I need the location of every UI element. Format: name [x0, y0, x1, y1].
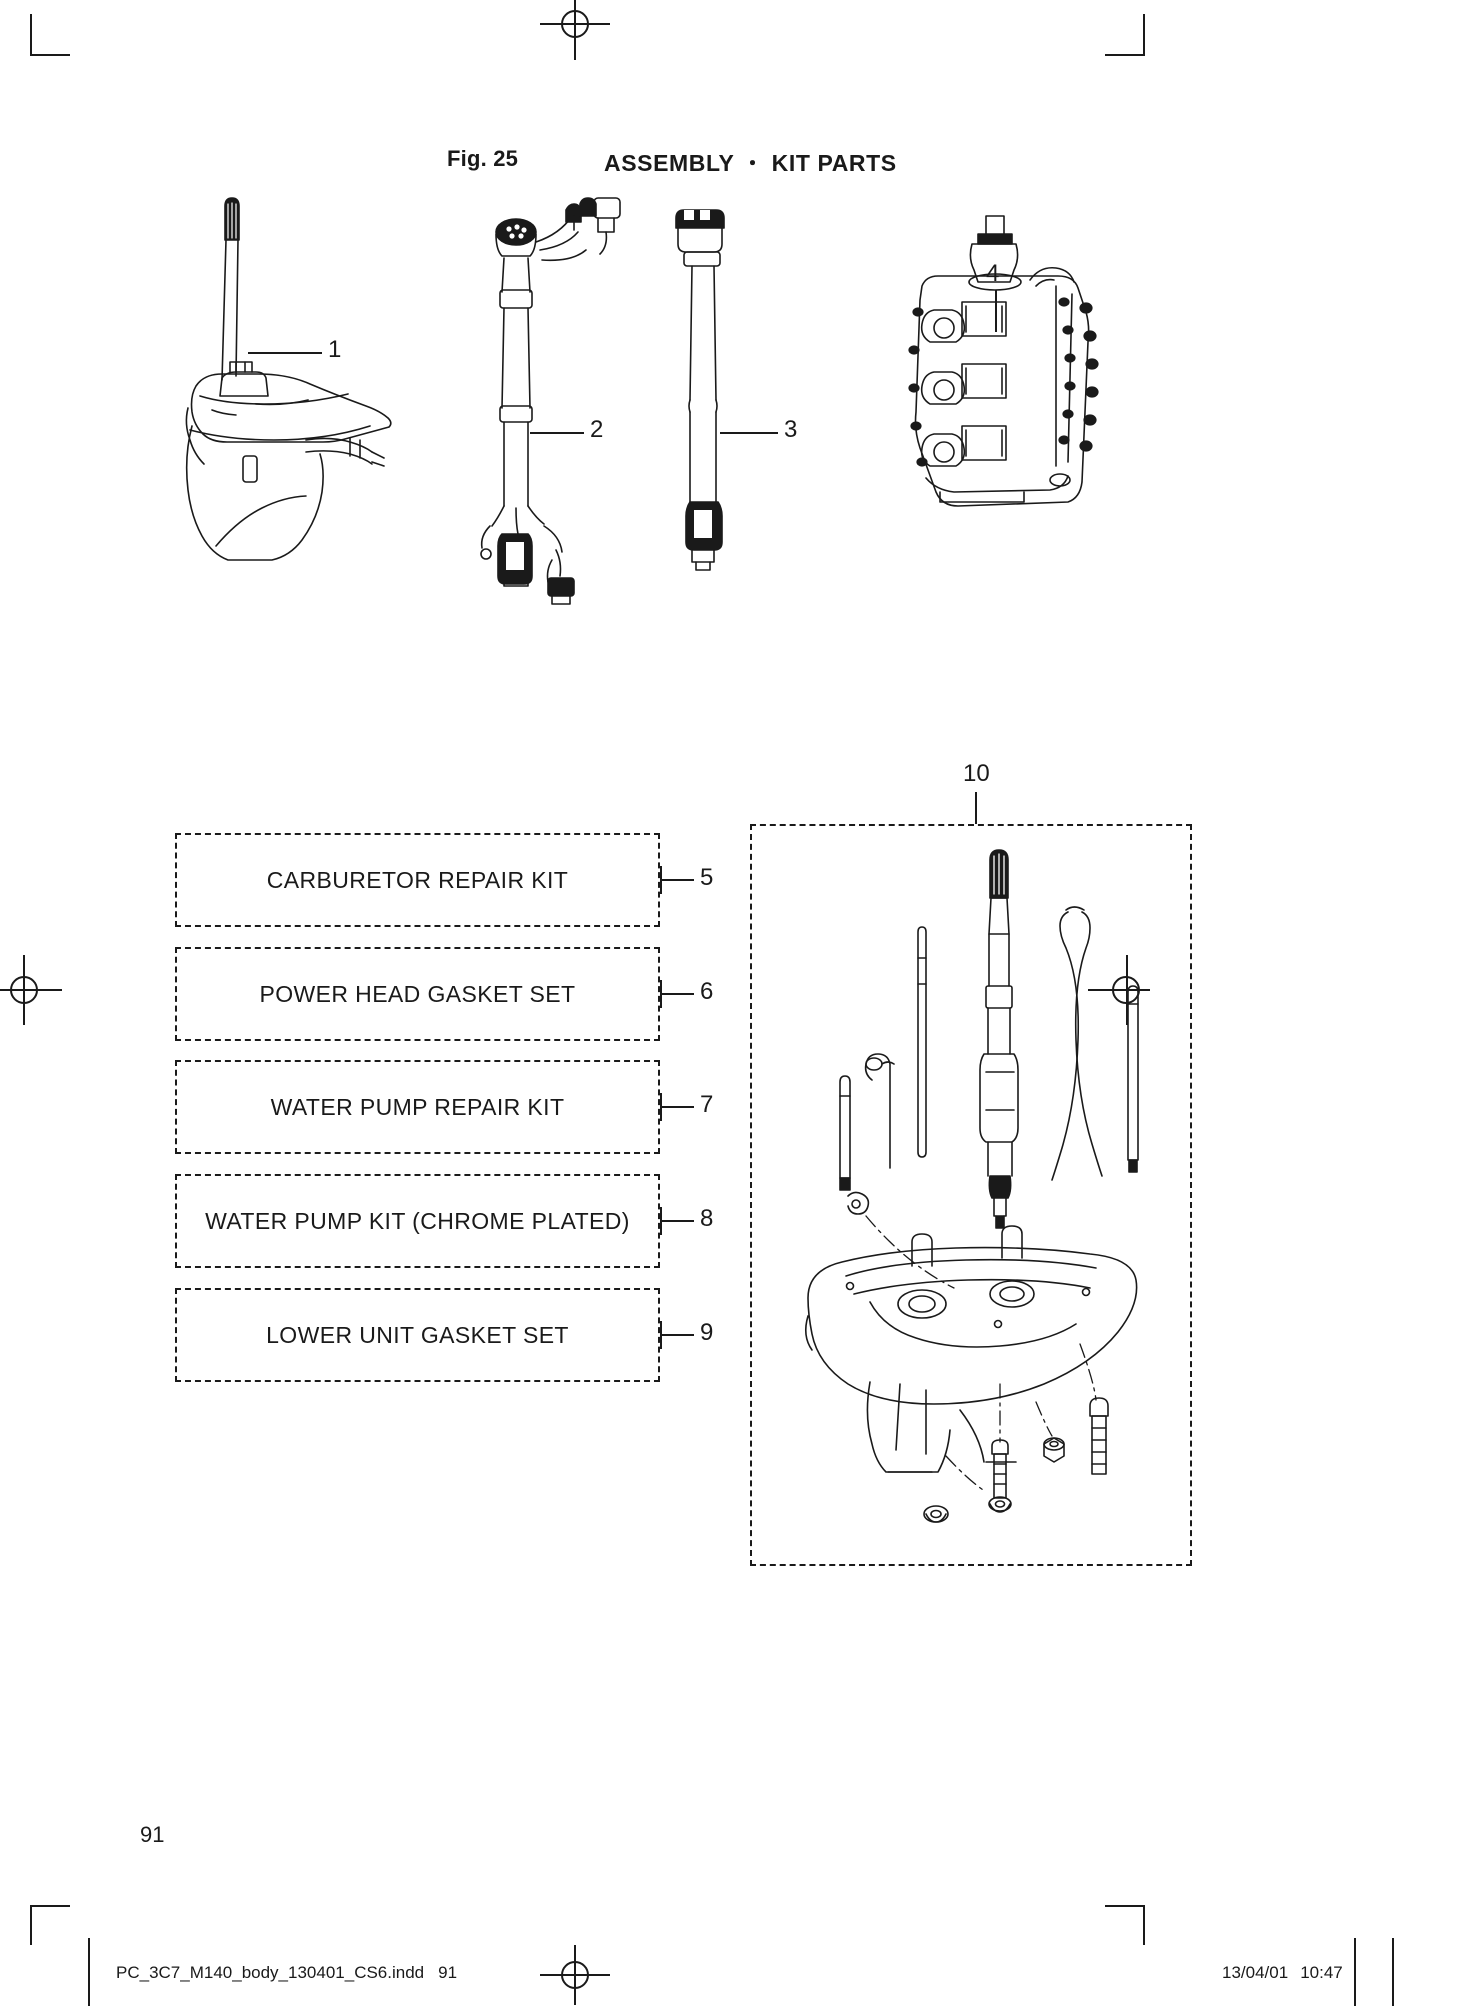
callout-2-number: 2 — [590, 416, 604, 443]
callout-10-number: 10 — [963, 760, 990, 787]
footer-date: 13/04/01 — [1222, 1963, 1289, 1982]
callout-3-number: 3 — [784, 416, 798, 443]
figure-label: Fig. 25 — [447, 146, 519, 171]
callout-4-leader — [995, 290, 997, 332]
assembly-fastener-left — [924, 1506, 948, 1522]
crop-mark-bottom-left — [30, 1905, 86, 1961]
lower-unit-assembly-illustration — [750, 824, 1192, 1566]
page-title: ASSEMBLY ・ KIT PARTS — [604, 150, 897, 176]
registration-mark-top — [540, 0, 610, 60]
kit-box-water-pump-repair-kit[interactable] — [175, 1060, 660, 1154]
footer-file-name-text: PC_3C7_M140_body_130401_CS6.indd — [116, 1963, 425, 1982]
kit-5-number: 5 — [700, 864, 714, 891]
kit-box-label: CARBURETOR REPAIR KIT — [266, 866, 569, 893]
assembly-gear-housing — [806, 1226, 1137, 1472]
kit-box-lower-unit-gasket-set[interactable] — [175, 1288, 660, 1382]
kit-box-water-pump-kit-chrome-plated[interactable] — [175, 1174, 660, 1268]
kit-box-label: LOWER UNIT GASKET SET — [266, 1321, 569, 1348]
assembly-fastener-bolt-right — [1090, 1398, 1108, 1474]
crop-mark-top-right — [1089, 14, 1145, 70]
footer-divider-right-outer — [1392, 1938, 1394, 2006]
registration-mark-left — [0, 955, 62, 1025]
footer-file-page: 91 — [438, 1963, 458, 1982]
footer-divider-right — [1354, 1938, 1356, 2006]
kit-box-label: WATER PUMP REPAIR KIT — [270, 1093, 565, 1120]
registration-mark-bottom — [540, 1945, 610, 2005]
callout-10-leader — [975, 792, 977, 824]
footer-timestamp — [1222, 1963, 1343, 1983]
kit-8-leader — [660, 1220, 694, 1222]
kit-7-number: 7 — [700, 1091, 714, 1118]
assembly-long-bolt-right — [1128, 986, 1138, 1172]
assembly-hook-clip — [866, 1054, 894, 1168]
kit-box-carburetor-repair-kit[interactable] — [175, 833, 660, 927]
kit-6-number: 6 — [700, 978, 714, 1005]
assembly-fastener-nut — [1044, 1438, 1064, 1462]
callout-2-leader — [530, 432, 584, 434]
page-number: 91 — [140, 1822, 165, 1847]
assembly-fastener-center — [989, 1440, 1011, 1512]
kit-5-leader — [660, 879, 694, 881]
kit-6-leader — [660, 993, 694, 995]
part-4-power-head-illustration — [909, 216, 1098, 506]
assembly-water-tube — [1052, 907, 1102, 1180]
footer-file-name — [116, 1963, 457, 1983]
footer-divider-left — [88, 1938, 90, 2006]
part-1-drive-shaft-illustration — [186, 198, 390, 560]
top-illustration-group — [0, 190, 1150, 610]
kit-box-label: WATER PUMP KIT (CHROME PLATED) — [205, 1207, 630, 1234]
callout-3-leader — [720, 432, 778, 434]
kit-box-power-head-gasket-set[interactable] — [175, 947, 660, 1041]
kit-box-label: POWER HEAD GASKET SET — [259, 980, 576, 1007]
kit-9-number: 9 — [700, 1319, 714, 1346]
callout-1-leader — [248, 352, 322, 354]
crop-mark-top-left — [30, 14, 86, 70]
kit-8-number: 8 — [700, 1205, 714, 1232]
kit-9-leader — [660, 1334, 694, 1336]
assembly-pin-left — [840, 1076, 850, 1190]
assembly-small-clip — [848, 1192, 868, 1214]
assembly-shift-rod-left — [918, 927, 926, 1157]
callout-4-number: 4 — [986, 260, 1000, 287]
kit-7-leader — [660, 1106, 694, 1108]
crop-mark-bottom-right — [1089, 1905, 1145, 1961]
part-2-wiring-harness-illustration — [481, 198, 620, 604]
part-3-cable-assembly-illustration — [676, 210, 724, 570]
assembly-drive-shaft — [980, 850, 1018, 1228]
footer-time: 10:47 — [1300, 1963, 1343, 1982]
callout-1-number: 1 — [328, 336, 342, 363]
